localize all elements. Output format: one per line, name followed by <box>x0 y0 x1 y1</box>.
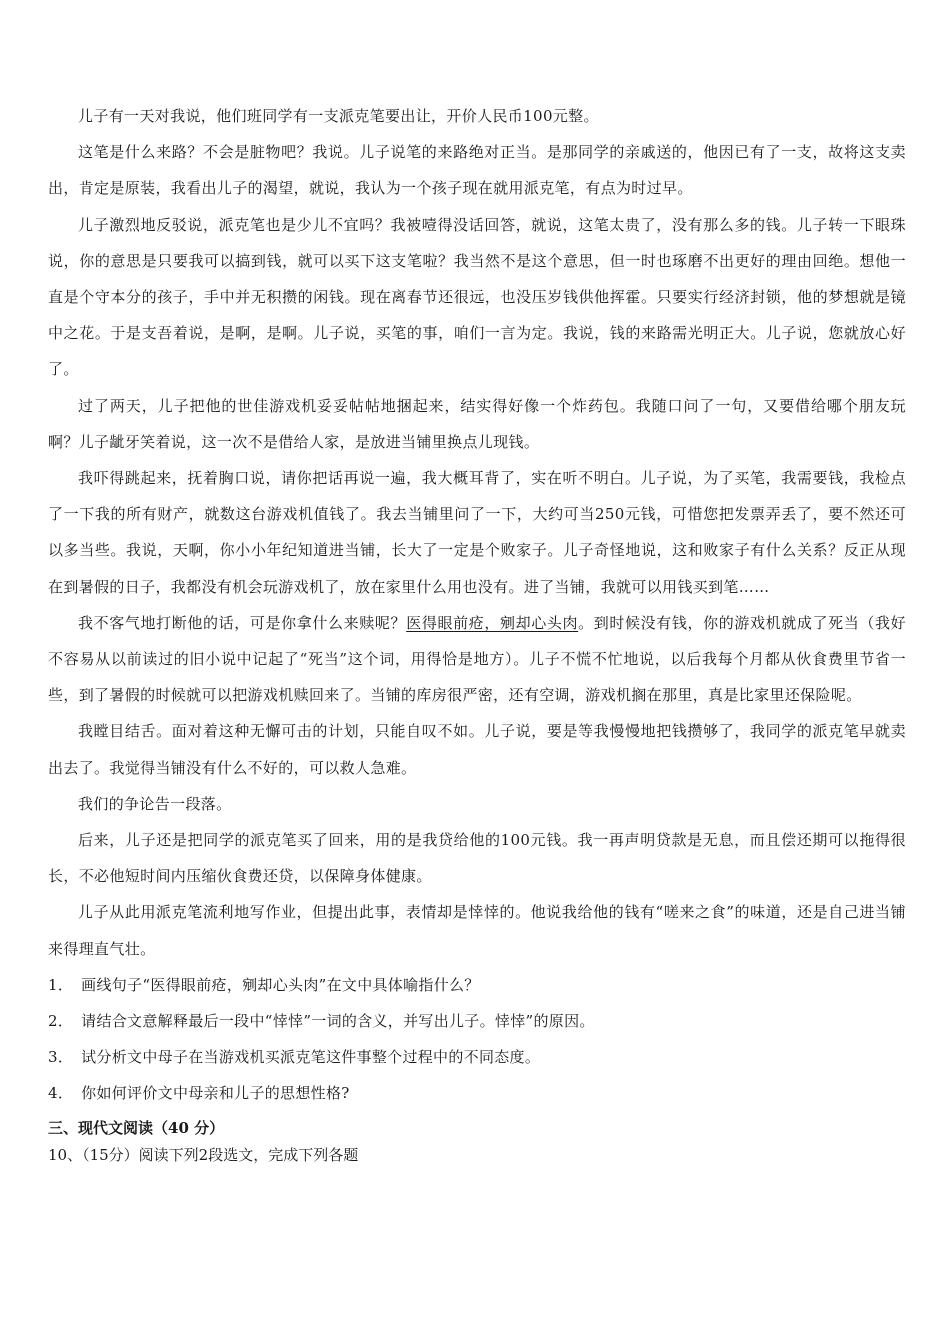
underlined-sentence: 医得眼前疮，剜却心头肉 <box>406 613 579 632</box>
article-paragraph-10: 儿子从此用派克笔流利地写作业，但提出此事，表情却是悻悻的。他说我给他的钱有“嗟来之食”的味道，还是自己进当铺来得理直气壮。 <box>48 903 906 958</box>
question-text: 画线句子“医得眼前疮，剜却心头肉”在文中具体喻指什么？ <box>81 975 480 994</box>
article-paragraph-5: 我吓得跳起来，抚着胸口说，请你把话再说一遍，我大概耳背了，实在听不明白。儿子说，为了买笔，我需要钱，我检点了一下我的所有财产，就数这台游戏机值钱了。我去当铺里问了一下，大约可当250元钱，可惜您把发票弄丢了，要不然还可以多当些。我说，天啊，你小小年纪知道进当铺，长大了一定是个败家子。儿子奇怪地说，这和败家子有什么关系？反正从现在到暑假的日子，我都没有机会玩游戏机了，放在家里什么用也没有。进了当铺，我就可以用钱买到笔…… <box>48 469 906 596</box>
question-number: 2． <box>48 1012 74 1031</box>
question-number: 4． <box>48 1084 74 1103</box>
question-text: 试分析文中母子在当游戏机买派克笔这件事整个过程中的不同态度。 <box>81 1048 541 1067</box>
task-instruction: 10、（15分）阅读下列2段选文，完成下列各题 <box>48 1145 359 1164</box>
question-number: 3． <box>48 1048 74 1067</box>
question-text: 请结合文意解释最后一段中“悻悻”一词的含义，并写出儿子。悻悻”的原因。 <box>81 1012 595 1031</box>
paragraph-6-text-after: 。到时候没有钱，你的游戏机就成了死当（我好不容易从以前读过的旧小说中记起了“死当”这个词，用得恰是地方）。儿子不慌不忙地说，以后我每个月都从伙食费里节省一些，到了暑假的时候就可以把游戏机赎回来了。当铺的库房很严密，还有空调，游戏机搁在那里，真是比家里还保险呢。 <box>48 613 906 705</box>
article-paragraph-2: 这笔是什么来路？不会是脏物吧？我说。儿子说笔的来路绝对正当。是那同学的亲戚送的，他因已有了一支，故将这支卖出，肯定是原装，我看出儿子的渴望，就说，我认为一个孩子现在就用派克笔，有点为时过早。 <box>48 143 906 198</box>
article-paragraph-4: 过了两天，儿子把他的世佳游戏机妥妥帖帖地捆起来，结实得好像一个炸药包。我随口问了一句，又要借给哪个朋友玩啊？儿子龇牙笑着说，这一次不是借给人家，是放进当铺里换点儿现钱。 <box>48 396 906 451</box>
question-1 <box>48 967 906 1003</box>
document-page <box>48 98 906 1168</box>
article-paragraph-9: 后来，儿子还是把同学的派克笔买了回来，用的是我贷给他的100元钱。我一再声明贷款是无息，而且偿还期可以拖得很长，不必他短时间内压缩伙食费还贷，以保障身体健康。 <box>48 831 906 886</box>
paragraph-6-text-before: 我不客气地打断他的话，可是你拿什么来赎呢？ <box>78 613 407 632</box>
question-2 <box>48 1003 906 1039</box>
article-paragraph-8: 我们的争论告一段落。 <box>78 794 232 813</box>
article-paragraph-1: 儿子有一天对我说，他们班同学有一支派克笔要出让，开价人民币100元整。 <box>78 107 599 125</box>
question-text: 你如何评价文中母亲和儿子的思想性格? <box>81 1084 350 1103</box>
article-paragraph-3: 儿子激烈地反驳说，派克笔也是少儿不宜吗？我被噎得没话回答，就说，这笔太贵了，没有那么多的钱。儿子转一下眼珠说，你的意思是只要我可以搞到钱，就可以买下这支笔啦？我当然不是这个意思，但一时也琢磨不出更好的理由回绝。想他一直是个守本分的孩子，手中并无积攒的闲钱。现在离春节还很远，也没压岁钱供他挥霍。只要实行经济封锁，他的梦想就是镜中之花。于是支吾着说，是啊，是啊。儿子说，买笔的事，咱们一言为定。我说，钱的来路需光明正大。儿子说，您就放心好了。 <box>48 215 906 379</box>
article-paragraph-7: 我瞠目结舌。面对着这种无懈可击的计划，只能自叹不如。儿子说，要是等我慢慢地把钱攒够了，我同学的派克笔早就卖出去了。我觉得当铺没有什么不好的，可以救人急难。 <box>48 722 906 777</box>
question-4 <box>48 1075 906 1111</box>
question-number: 1． <box>48 975 74 994</box>
article-paragraph-6 <box>48 605 906 714</box>
question-3 <box>48 1039 906 1075</box>
section-heading: 三、现代文阅读（40 分） <box>48 1118 225 1137</box>
